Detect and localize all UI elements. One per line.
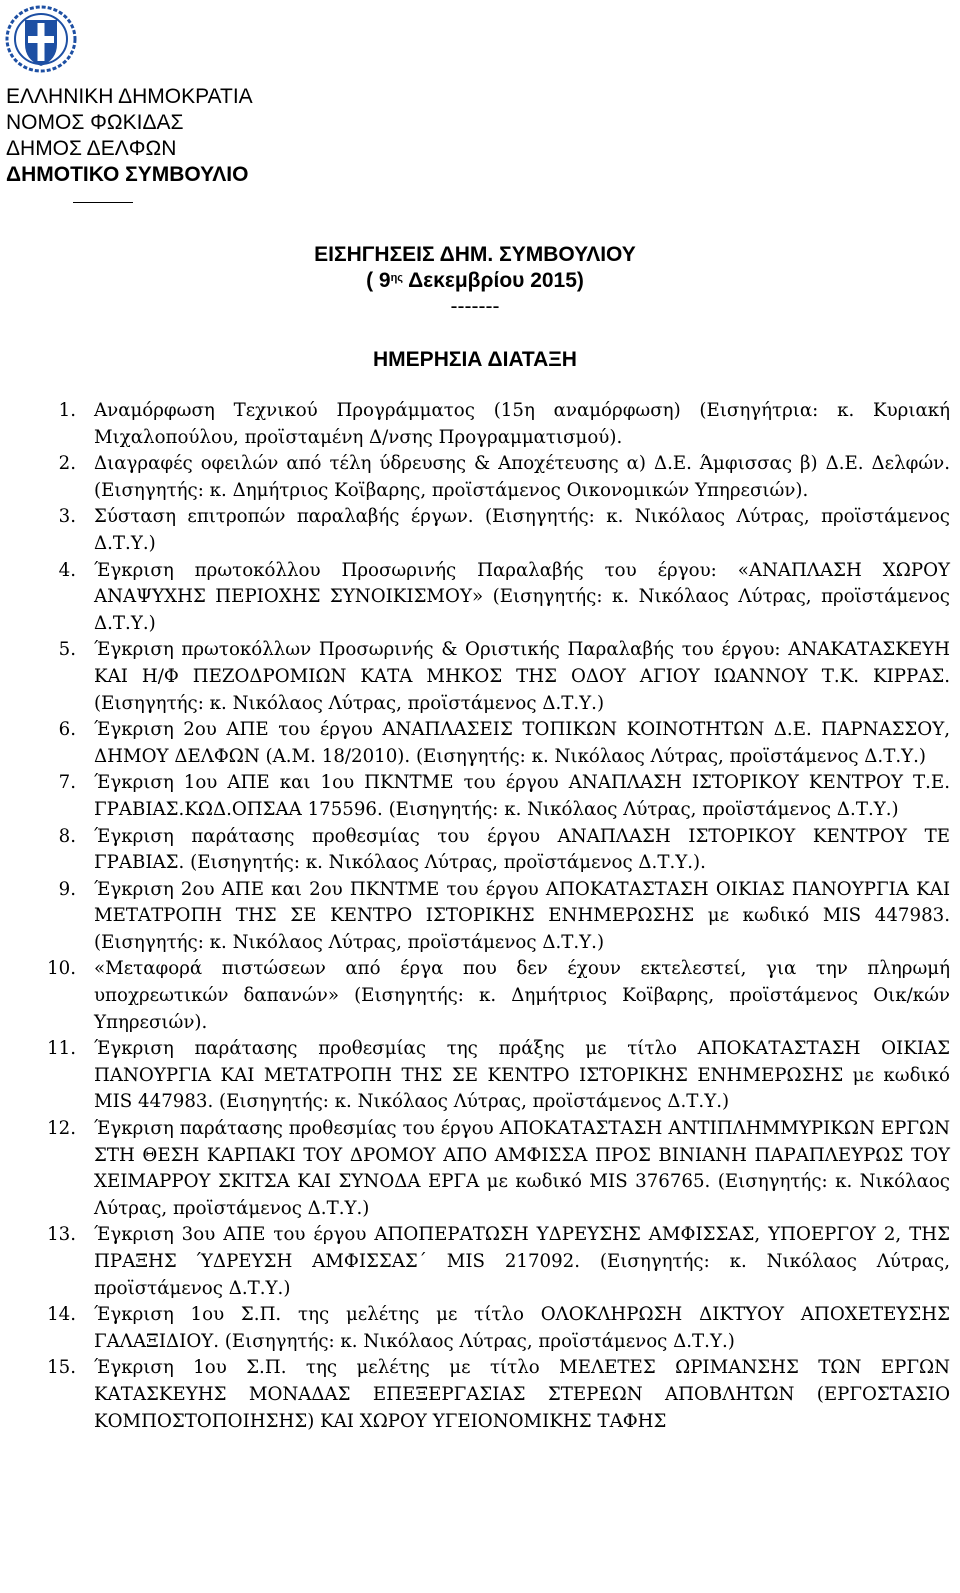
header-line-municipality: ΔΗΜΟΣ ΔΕΛΦΩΝ xyxy=(6,137,177,160)
agenda-item-text: Διαγραφές οφειλών από τέλη ύδρευσης & Αποχέτευσης α) Δ.Ε. Άμφισσας β) Δ.Ε. Δελφών. (Εισηγητής: κ. Δημήτριος Κοϊβαρης, προϊστάμενος Οικονομικών Υπηρεσιών). xyxy=(94,453,950,501)
agenda-item-text: Έγκριση πρωτοκόλλων Προσωρινής & Οριστικής Παραλαβής του έργου: ΑΝΑΚΑΤΑΣΚΕΥΗ ΚΑΙ Η/Φ ΠΕΖΟΔΡΟΜΙΩΝ ΚΑΤΑ ΜΗΚΟΣ ΤΗΣ ΟΔΟΥ ΑΓΙΟΥ ΙΩΑΝΝΟΥ Τ.Κ. ΚΙΡΡΑΣ. (Εισηγητής: κ. Νικόλαος Λύτρας, προϊστάμενος Δ.Τ.Υ.) xyxy=(94,639,950,714)
agenda-item-number: 3. xyxy=(58,506,76,528)
agenda-item xyxy=(0,398,950,451)
agenda-item-number: 14. xyxy=(47,1304,76,1326)
agenda-item xyxy=(0,558,950,638)
date-day: ( 9 xyxy=(366,269,391,292)
agenda-item-number: 11. xyxy=(47,1038,76,1060)
agenda-item xyxy=(0,1116,950,1222)
agenda-item xyxy=(0,1036,950,1116)
agenda-item xyxy=(0,717,950,770)
agenda-item-text: «Μεταφορά πιστώσεων από έργα που δεν έχουν εκτελεστεί, για την πληρωμή υποχρεωτικών δαπανών» (Εισηγητής: κ. Δημήτριος Κοϊβαρης, προϊστάμενος Οικ/κών Υπηρεσιών). xyxy=(94,958,950,1033)
agenda-item-number: 13. xyxy=(47,1224,76,1246)
agenda-item-number: 4. xyxy=(58,559,76,581)
agenda-item-text: Έγκριση 1ου Σ.Π. της μελέτης με τίτλο ΜΕΛΕΤΕΣ ΩΡΙΜΑΝΣΗΣ ΤΩΝ ΕΡΓΩΝ ΚΑΤΑΣΚΕΥΗΣ ΜΟΝΑΔΑΣ ΕΠΕΞΕΡΓΑΣΙΑΣ ΣΤΕΡΕΩΝ ΑΠΟΒΛΗΤΩΝ (ΕΡΓΟΣΤΑΣΙΟ ΚΟΜΠΟΣΤΟΠΟΙΗΣΗΣ) ΚΑΙ ΧΩΡΟΥ ΥΓΕΙΟΝΟΜΙΚΗΣ ΤΑΦΗΣ xyxy=(94,1357,950,1432)
header-line-prefecture: ΝΟΜΟΣ ΦΩΚΙΔΑΣ xyxy=(6,111,184,134)
document-date xyxy=(0,268,950,294)
title-dashes: ------- xyxy=(450,295,500,318)
agenda-item-number: 6. xyxy=(58,719,76,741)
header-divider xyxy=(73,188,133,203)
agenda-item-text: Έγκριση παράτασης προθεσμίας του έργου ΑΠΟΚΑΤΑΣΤΑΣΗ ΑΝΤΙΠΛΗΜΜΥΡΙΚΩΝ ΕΡΓΩΝ ΣΤΗ ΘΕΣΗ ΚΑΡΠΑΚΙ ΤΟΥ ΔΡΟΜΟΥ ΑΠΟ ΑΜΦΙΣΣΑ ΠΡΟΣ ΒΙΝΙΑΝΗ ΠΑΡΑΠΛΕΥΡΩΣ ΤΟΥ ΧΕΙΜΑΡΡΟΥ ΣΚΙΤΣΑ ΚΑΙ ΣΥΝΟΔΑ ΕΡΓΑ με κωδικό MIS 376765. (Εισηγητής: κ. Νικόλαος Λύτρας, προϊστάμενος Δ.Τ.Υ.) xyxy=(94,1118,950,1219)
agenda-item-text: Έγκριση 3ου ΑΠΕ του έργου ΑΠΟΠΕΡΑΤΩΣΗ ΥΔΡΕΥΣΗΣ ΑΜΦΙΣΣΑΣ, ΥΠΟΕΡΓΟΥ 2, ΤΗΣ ΠΡΑΞΗΣ ΎΔΡΕΥΣΗ ΑΜΦΙΣΣΑΣ΄ MIS 217092. (Εισηγητής: κ. Νικόλαος Λύτρας, προϊστάμενος Δ.Τ.Υ.) xyxy=(94,1224,950,1299)
document-title: ΕΙΣΗΓΗΣΕΙΣ ΔΗΜ. ΣΥΜΒΟΥΛΙΟΥ xyxy=(314,243,636,266)
agenda-item xyxy=(0,877,950,957)
header-line-republic: ΕΛΛΗΝΙΚΗ ΔΗΜΟΚΡΑΤΙΑ xyxy=(6,85,253,108)
agenda-item xyxy=(0,770,950,823)
agenda-item-number: 1. xyxy=(58,400,76,421)
agenda-item-number: 15. xyxy=(47,1357,76,1379)
agenda-heading: ΗΜΕΡΗΣΙΑ ΔΙΑΤΑΞΗ xyxy=(373,348,577,371)
agenda-item-text: Έγκριση πρωτοκόλλου Προσωρινής Παραλαβής του έργου: «ΑΝΑΠΛΑΣΗ ΧΩΡΟΥ ΑΝΑΨΥΧΗΣ ΠΕΡΙΟΧΗΣ ΣΥΝΟΙΚΙΣΜΟΥ» (Εισηγητής: κ. Νικόλαος Λύτρας, προϊστάμενος Δ.Τ.Υ.) xyxy=(94,559,950,634)
agenda-item-number: 10. xyxy=(47,958,76,980)
agenda-item-number: 5. xyxy=(58,639,76,661)
agenda-item xyxy=(0,637,950,717)
header-line-council: ΔΗΜΟΤΙΚΟ ΣΥΜΒΟΥΛΙΟ xyxy=(6,163,249,186)
agenda-item-number: 2. xyxy=(58,453,76,475)
agenda-item-text: Έγκριση 2ου ΑΠΕ του έργου ΑΝΑΠΛΑΣΕΙΣ ΤΟΠΙΚΩΝ ΚΟΙΝΟΤΗΤΩΝ Δ.Ε. ΠΑΡΝΑΣΣΟΥ, ΔΗΜΟΥ ΔΕΛΦΩΝ (Α.Μ. 18/2010). (Εισηγητής: κ. Νικόλαος Λύτρας, προϊστάμενος Δ.Τ.Υ.) xyxy=(94,719,950,767)
date-day-suffix: ης xyxy=(390,272,404,284)
agenda-item xyxy=(0,824,950,877)
agenda-item-number: 8. xyxy=(58,825,76,847)
agenda-item-text: Έγκριση παράτασης προθεσμίας του έργου ΑΝΑΠΛΑΣΗ ΙΣΤΟΡΙΚΟΥ ΚΕΝΤΡΟΥ ΤΕ ΓΡΑΒΙΑΣ. (Εισηγητής: κ. Νικόλαος Λύτρας, προϊστάμενος Δ.Τ.Υ.). xyxy=(94,825,950,874)
date-month-year: Δεκεμβρίου 2015) xyxy=(403,269,584,292)
agenda-item xyxy=(0,956,950,1036)
agenda-item-number: 7. xyxy=(58,772,76,794)
agenda-item-text: Έγκριση 2ου ΑΠΕ και 2ου ΠΚΝΤΜΕ του έργου ΑΠΟΚΑΤΑΣΤΑΣΗ ΟΙΚΙΑΣ ΠΑΝΟΥΡΓΙΑ ΚΑΙ ΜΕΤΑΤΡΟΠΗ ΤΗΣ ΣΕ ΚΕΝΤΡΟ ΙΣΤΟΡΙΚΗΣ ΕΝΗΜΕΡΩΣΗΣ με κωδικό MIS 447983. (Εισηγητής: κ. Νικόλαος Λύτρας, προϊστάμενος Δ.Τ.Υ.) xyxy=(94,878,950,953)
agenda-item-text: Σύσταση επιτροπών παραλαβής έργων. (Εισηγητής: κ. Νικόλαος Λύτρας, προϊστάμενος Δ.Τ.Υ.) xyxy=(94,506,950,554)
issuer-header xyxy=(6,84,253,203)
greek-emblem-icon xyxy=(4,4,78,74)
agenda-item-text: Έγκριση παράτασης προθεσμίας της πράξης με τίτλο ΑΠΟΚΑΤΑΣΤΑΣΗ ΟΙΚΙΑΣ ΠΑΝΟΥΡΓΙΑ ΚΑΙ ΜΕΤΑΤΡΟΠΗ ΤΗΣ ΣΕ ΚΕΝΤΡΟ ΙΣΤΟΡΙΚΗΣ ΕΝΗΜΕΡΩΣΗΣ με κωδικό MIS 447983. (Εισηγητής: κ. Νικόλαος Λύτρας, προϊστάμενος Δ.Τ.Υ.) xyxy=(94,1038,950,1113)
agenda-item xyxy=(0,1355,950,1435)
agenda-item xyxy=(0,1302,950,1355)
agenda-item-text: Αναμόρφωση Τεχνικού Προγράμματος (15η αναμόρφωση) (Εισηγήτρια: κ. Κυριακή Μιχαλοπούλου, προϊσταμένη Δ/νσης Προγραμματισμού). xyxy=(94,400,950,448)
agenda-item-text: Έγκριση 1ου ΑΠΕ και 1ου ΠΚΝΤΜΕ του έργου ΑΝΑΠΛΑΣΗ ΙΣΤΟΡΙΚΟΥ ΚΕΝΤΡΟΥ Τ.Ε. ΓΡΑΒΙΑΣ.ΚΩΔ.ΟΠΣΑΑ 175596. (Εισηγητής: κ. Νικόλαος Λύτρας, προϊστάμενος Δ.Τ.Υ.) xyxy=(94,772,950,820)
agenda-item-text: Έγκριση 1ου Σ.Π. της μελέτης με τίτλο ΟΛΟΚΛΗΡΩΣΗ ΔΙΚΤΥΟΥ ΑΠΟΧΕΤΕΥΣΗΣ ΓΑΛΑΞΙΔΙΟΥ. (Εισηγητής: κ. Νικόλαος Λύτρας, προϊστάμενος Δ.Τ.Υ.) xyxy=(94,1304,950,1352)
agenda-item xyxy=(0,1222,950,1302)
agenda-item xyxy=(0,504,950,557)
agenda-item-number: 9. xyxy=(58,878,76,900)
agenda-list xyxy=(0,398,950,1435)
agenda-item-number: 12. xyxy=(47,1118,76,1140)
agenda-item xyxy=(0,451,950,504)
